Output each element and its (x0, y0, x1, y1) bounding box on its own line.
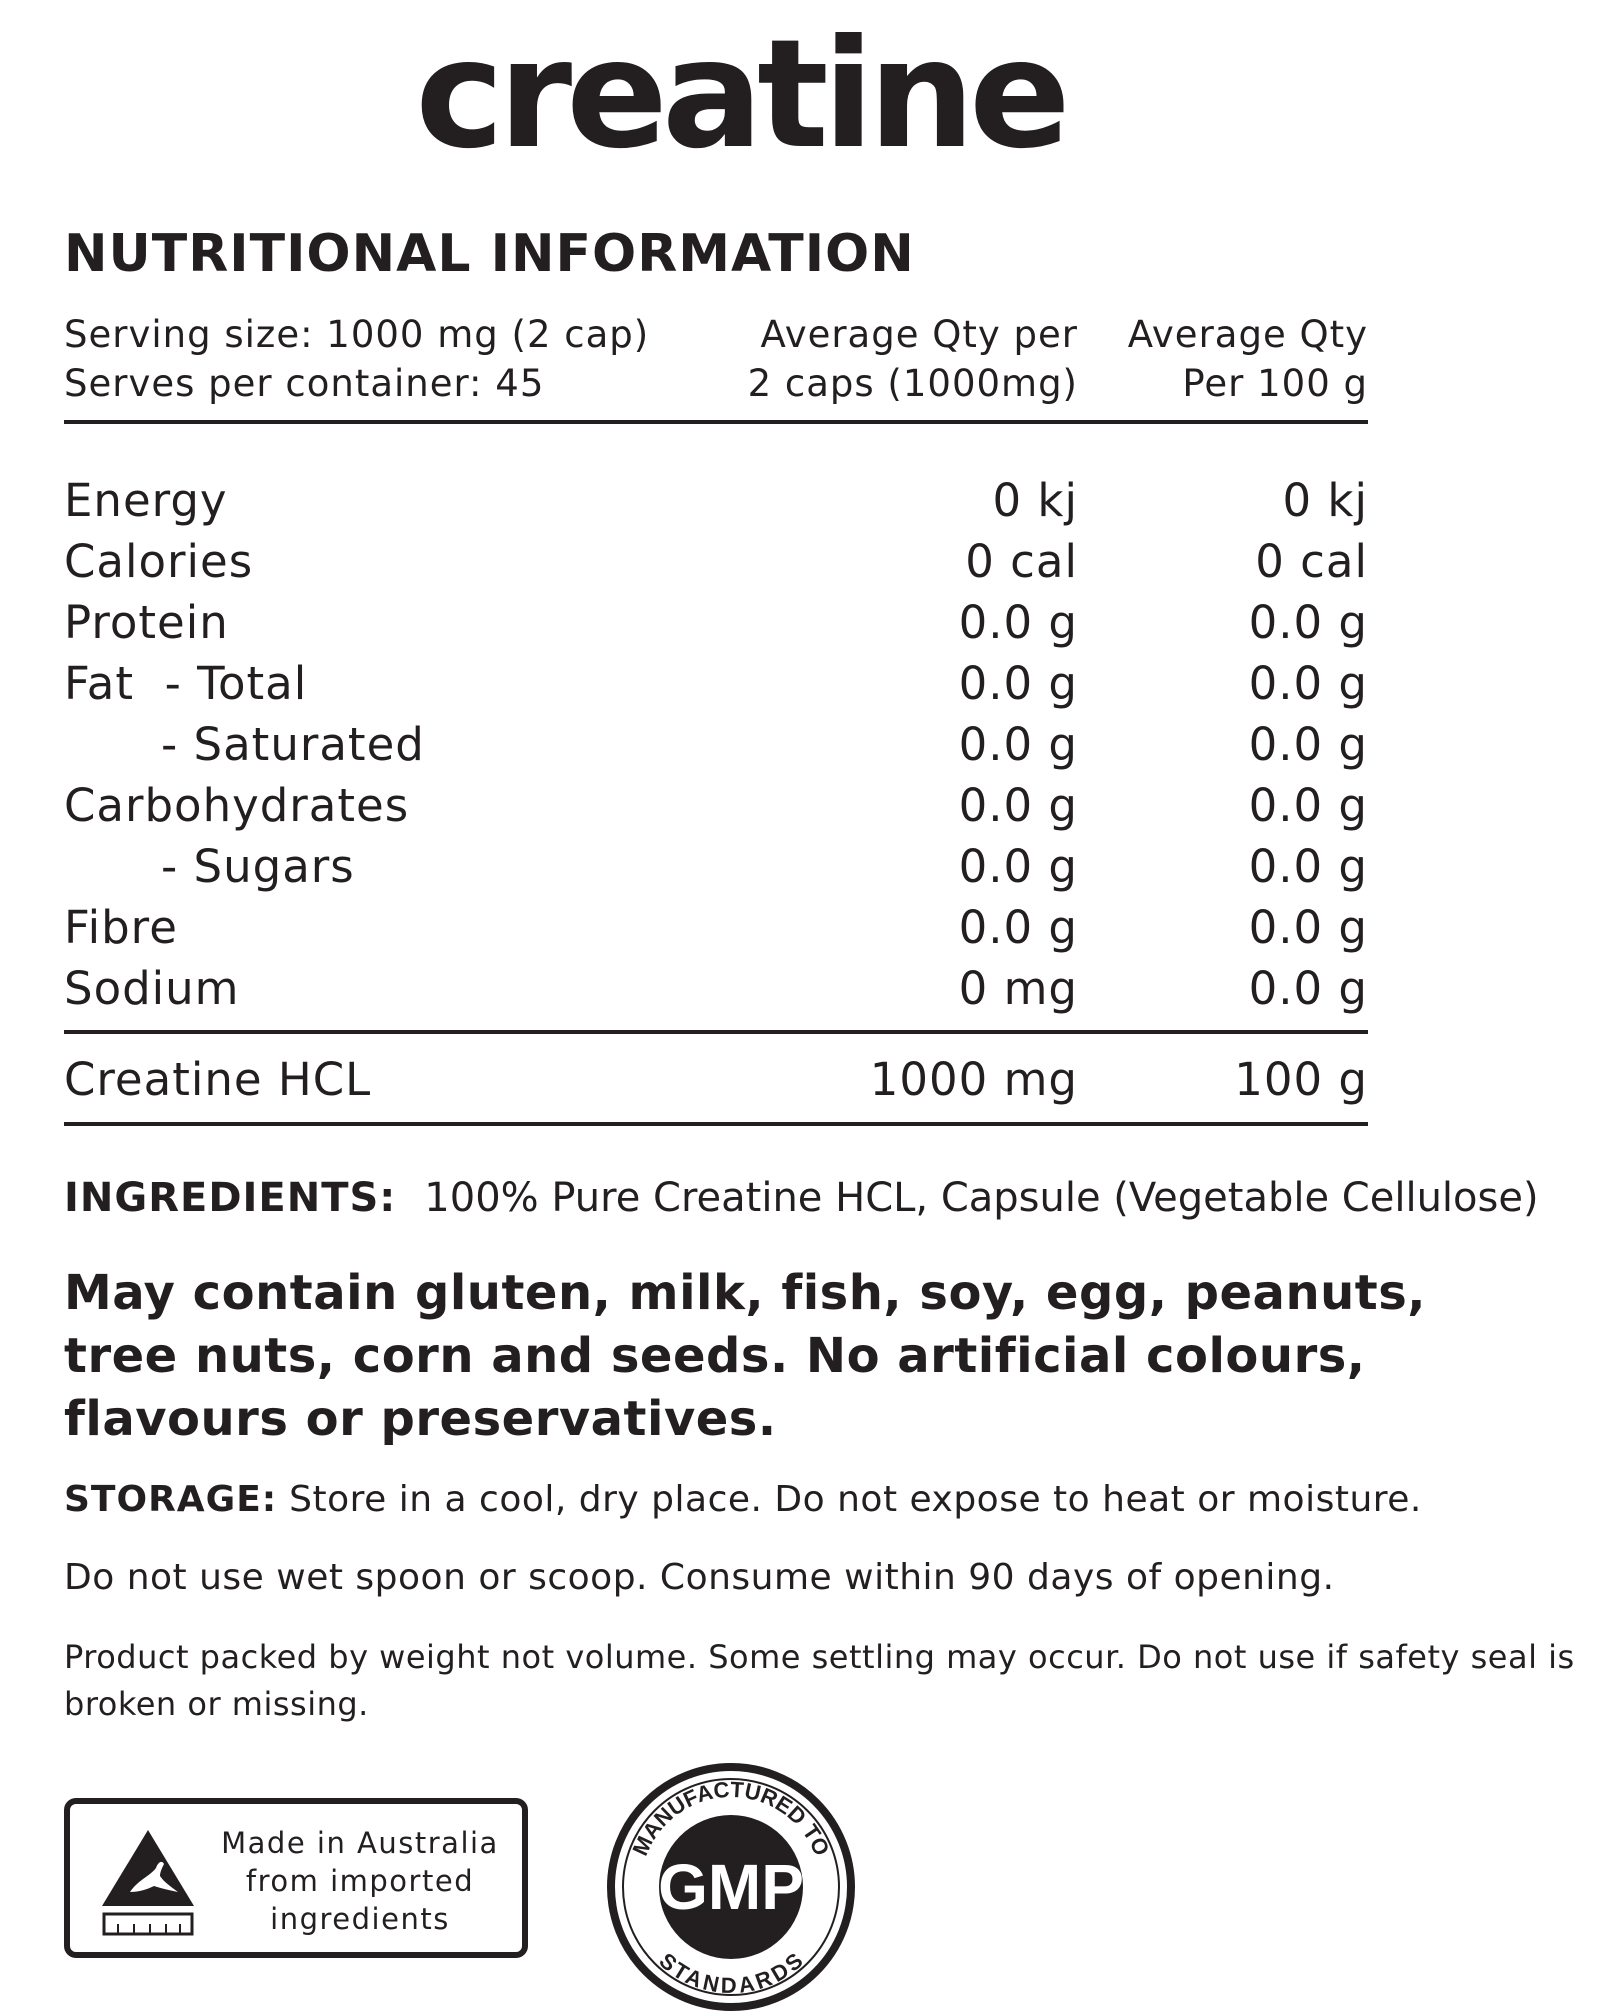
nutrient-row-protein (64, 592, 1368, 653)
nutrition-title: NUTRITIONAL INFORMATION (64, 224, 915, 284)
nutrient-row-energy (64, 470, 1368, 531)
gmp-center-text: GMP (658, 1851, 804, 1923)
per-serve-value: 0.0 g (958, 840, 1078, 893)
ingredients (64, 1170, 1539, 1226)
per-100g-header (1128, 310, 1368, 408)
nutrient-label: Sodium (64, 962, 240, 1015)
nutrient-row-carbohydrates (64, 775, 1368, 836)
active-per-serve: 1000 mg (869, 1053, 1078, 1106)
active-per-100g: 100 g (1234, 1053, 1368, 1106)
per-100g-value: 0.0 g (1248, 901, 1368, 954)
per-serve-value: 0.0 g (958, 779, 1078, 832)
nutrient-label: Fat - Total (64, 657, 308, 710)
per-serve-value: 0 kj (992, 474, 1078, 527)
nutrient-row-calories (64, 531, 1368, 592)
nutrient-row-sugars (64, 836, 1368, 897)
serving-info (64, 310, 649, 408)
made-in-text (210, 1824, 510, 1938)
active-ingredient-row (64, 1050, 1368, 1110)
per-100g-value: 0 kj (1282, 474, 1368, 527)
made-in-australia-badge (64, 1798, 528, 1958)
table-bottom-rule (64, 1122, 1368, 1126)
active-label: Creatine HCL (64, 1053, 372, 1106)
nutrient-label: Fibre (64, 901, 178, 954)
active-divider (64, 1030, 1368, 1034)
per-100g-header-line1: Average Qty (1127, 313, 1368, 356)
nutrient-label: Carbohydrates (64, 779, 410, 832)
per-serve-header-line2: 2 caps (1000mg) (747, 362, 1078, 405)
nutrient-label: Energy (64, 474, 228, 527)
ingredients-text: 100% Pure Creatine HCL, Capsule (Vegetable Cellulose) (424, 1175, 1539, 1221)
per-serve-value: 0.0 g (958, 718, 1078, 771)
per-100g-value: 0 cal (1255, 535, 1368, 588)
gmp-top-text: MANUFACTURED TO (627, 1776, 835, 1860)
nutrient-label: Protein (64, 596, 229, 649)
brand-logo: creatine (415, 8, 1065, 182)
per-serve-header (748, 310, 1078, 408)
allergen-statement: May contain gluten, milk, fish, soy, egg, peanuts, tree nuts, corn and seeds. No artificial colours, flavours or preservatives. (64, 1265, 1427, 1447)
per-100g-value: 0.0 g (1248, 596, 1368, 649)
made-in-line2: from imported (245, 1864, 475, 1898)
storage-text: Store in a cool, dry place. Do not expose to heat or moisture. (289, 1479, 1422, 1520)
per-100g-value: 0.0 g (1248, 718, 1368, 771)
per-serve-value: 0.0 g (958, 901, 1078, 954)
per-100g-value: 0.0 g (1248, 840, 1368, 893)
nutrient-row-sodium (64, 958, 1368, 1019)
nutrient-table (64, 470, 1368, 1019)
nutrient-label: - Sugars (161, 840, 355, 893)
made-in-line3: ingredients (270, 1902, 450, 1936)
per-serve-value: 0 mg (958, 962, 1078, 1015)
nutrient-row-fibre (64, 897, 1368, 958)
per-100g-value: 0.0 g (1248, 657, 1368, 710)
serves-per-container: Serves per container: 45 (64, 362, 545, 405)
serving-size: Serving size: 1000 mg (2 cap) (64, 313, 650, 356)
made-in-line1: Made in Australia (221, 1826, 499, 1860)
storage (64, 1475, 1422, 1525)
ingredients-heading: INGREDIENTS: (64, 1175, 397, 1221)
per-serve-value: 0 cal (965, 535, 1078, 588)
spoon-note: Do not use wet spoon or scoop. Consume within 90 days of opening. (64, 1557, 1335, 1598)
nutrient-row-fat-total (64, 653, 1368, 714)
header-divider (64, 420, 1368, 424)
packed-note: Product packed by weight not volume. Some settling may occur. Do not use if safety seal is broken or missing. (64, 1638, 1575, 1723)
gmp-badge (606, 1762, 856, 2012)
gmp-bottom-text: STANDARDS (654, 1947, 808, 1999)
australian-made-kangaroo-icon (98, 1826, 198, 1936)
per-100g-value: 0.0 g (1248, 962, 1368, 1015)
per-serve-value: 0.0 g (958, 596, 1078, 649)
nutrient-label: - Saturated (161, 718, 425, 771)
nutrient-row-fat-saturated (64, 714, 1368, 775)
storage-heading: STORAGE: (64, 1479, 278, 1520)
nutrient-label: Calories (64, 535, 254, 588)
per-100g-header-line2: Per 100 g (1182, 362, 1368, 405)
per-serve-value: 0.0 g (958, 657, 1078, 710)
per-serve-header-line1: Average Qty per (760, 313, 1078, 356)
per-100g-value: 0.0 g (1248, 779, 1368, 832)
